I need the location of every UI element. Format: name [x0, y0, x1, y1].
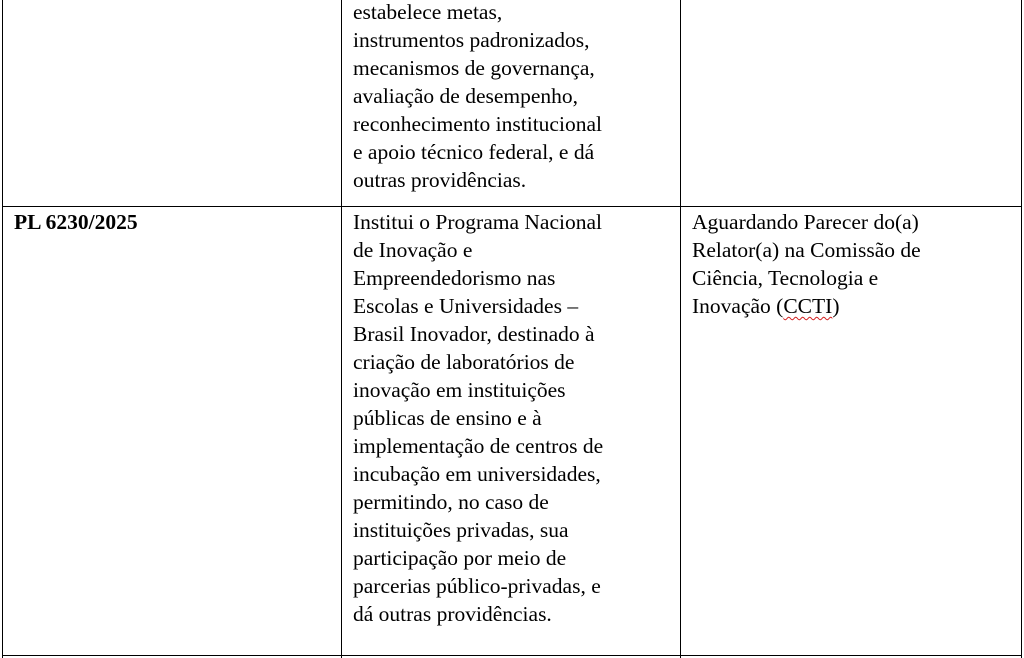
status-text-end: ) [832, 294, 840, 318]
table-row-2-id: PL 6230/2025 [14, 210, 138, 234]
row-divider [2, 206, 1022, 207]
table-border-col2 [680, 0, 681, 658]
table-border-left [2, 0, 3, 658]
table-row-2-description: Institui o Programa Nacional de Inovação e Empreendedorismo nas Escolas e Universidades – Brasil Inovador, destinado à criação de laboratórios de inovação em instituições públicas de ensino e à implementação de centros de incubação em universidades, permitindo, no caso de instituições privadas, sua participação por meio de parcerias público-privadas, e dá outras providências. [353, 210, 604, 626]
spellcheck-marked-term: CCTI [783, 294, 833, 318]
table-border-right [1021, 0, 1022, 658]
table-row-1-description: estabelece metas, instrumentos padronizados, mecanismos de governança, avaliação de desempenho, reconhecimento institucional e apoio técnico federal, e dá outras providências. [353, 0, 602, 192]
table-border-bottom [2, 655, 1022, 656]
table-row-2-status [692, 208, 1018, 320]
status-text: Aguardando Parecer do(a) Relator(a) na Comissão de Ciência, Tecnologia e Inovação ( [692, 210, 921, 318]
table-border-col1 [341, 0, 342, 658]
